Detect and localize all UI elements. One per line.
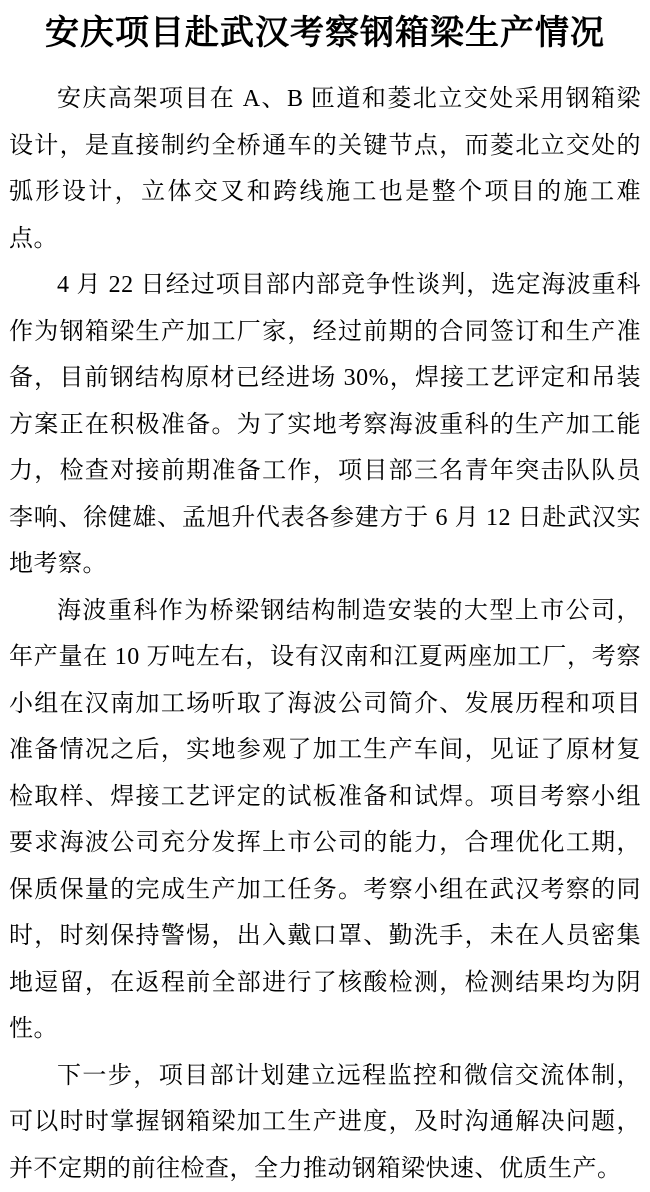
paragraph-selection-and-trip: 4 月 22 日经过项目部内部竞争性谈判，选定海波重科作为钢箱梁生产加工厂家，经过前期的合同签订和生产准备，目前钢结构原材已经进场 30%，焊接工艺评定和吊装方案正在积极准备。为了实地考察海波重科的生产加工能力，检查对接前期准备工作，项目部三名青年突击队队员李响、徐健雄、孟旭升代表各参建方于 6 月 12 日赴武汉实地考察。 [9, 262, 641, 588]
paragraph-next-steps: 下一步，项目部计划建立远程监控和微信交流体制，可以时时掌握钢箱梁加工生产进度，及时沟通解决问题，并不定期的前往检查，全力推动钢箱梁快速、优质生产。 [9, 1053, 641, 1192]
document-title: 安庆项目赴武汉考察钢箱梁生产情况 [9, 12, 641, 56]
paragraph-intro: 安庆高架项目在 A、B 匝道和菱北立交处采用钢箱梁设计，是直接制约全桥通车的关键节点，而菱北立交处的弧形设计，立体交叉和跨线施工也是整个项目的施工难点。 [9, 76, 641, 262]
paragraph-inspection-details: 海波重科作为桥梁钢结构制造安装的大型上市公司，年产量在 10 万吨左右，设有汉南和江夏两座加工厂，考察小组在汉南加工场听取了海波公司简介、发展历程和项目准备情况之后，实地参观了加工生产车间，见证了原材复检取样、焊接工艺评定的试板准备和试焊。项目考察小组要求海波公司充分发挥上市公司的能力，合理优化工期，保质保量的完成生产加工任务。考察小组在武汉考察的同时，时刻保持警惕，出入戴口罩、勤洗手，未在人员密集地逗留，在返程前全部进行了核酸检测，检测结果均为阴性。 [9, 588, 641, 1053]
